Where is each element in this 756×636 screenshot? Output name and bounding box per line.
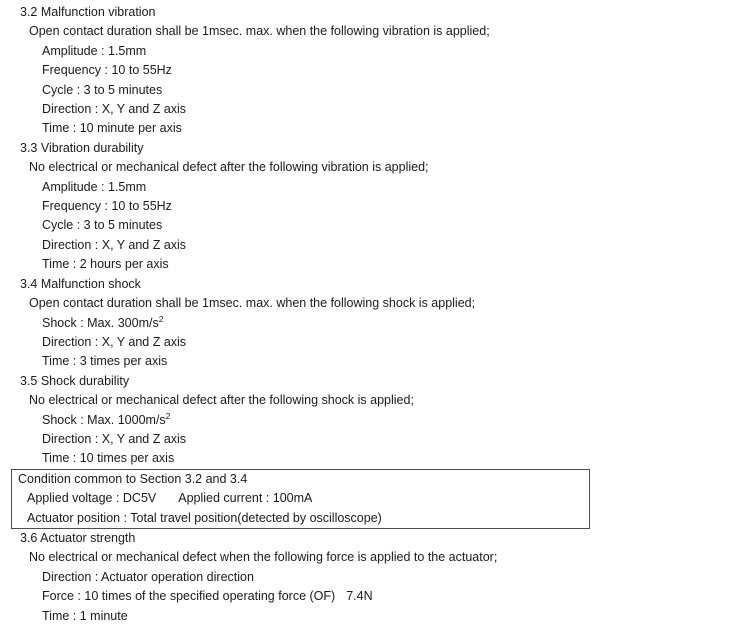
section-title-3-2: 3.2 Malfunction vibration [20,5,156,19]
section-intro-3-3: No electrical or mechanical defect after the following vibration is applied; [29,160,429,175]
detail-amplitude: Amplitude : 1.5mm [42,179,147,194]
note-box-title: Condition common to Section 3.2 and 3.4 [18,471,248,486]
detail-direction: Direction : X, Y and Z axis [42,102,187,117]
detail-time: Time : 2 hours per axis [42,257,169,272]
detail-shock-text: Shock : Max. 1000m/s [42,412,166,427]
section-title-3-6: 3.6 Actuator strength [20,530,136,545]
superscript-2: 2 [165,410,171,421]
note-applied-voltage: Applied voltage : DC5V [27,491,157,506]
section-intro-3-4: Open contact duration shall be 1msec. max. when the following shock is applied; [29,296,476,311]
detail-force-text: Force : 10 times of the specified operating force (OF) [42,589,336,604]
detail-time: Time : 10 minute per axis [42,121,182,136]
detail-direction: Direction : X, Y and Z axis [42,431,187,446]
section-intro-3-6: No electrical or mechanical defect when the following force is applied to the actuator; [29,550,498,565]
section-intro-3-2: Open contact duration shall be 1msec. max. when the following vibration is applied; [29,24,490,39]
superscript-2: 2 [158,313,164,324]
section-title-3-4: 3.4 Malfunction shock [20,276,141,291]
detail-time: Time : 3 times per axis [42,354,168,369]
detail-force-value: 7.4N [346,589,373,604]
detail-time: Time : 10 times per axis [42,451,175,466]
detail-force [0,587,756,606]
detail-direction: Direction : Actuator operation direction [42,569,254,584]
detail-time: Time : 1 minute [42,608,128,623]
condition-note-box [11,469,590,529]
section-title-3-5: 3.5 Shock durability [20,373,130,388]
detail-shock [0,314,756,333]
detail-cycle: Cycle : 3 to 5 minutes [42,82,163,97]
section-title-3-3: 3.3 Vibration durability [20,140,144,155]
detail-frequency: Frequency : 10 to 55Hz [42,63,172,78]
detail-shock-text: Shock : Max. 300m/s [42,315,159,330]
note-box-electrical-line [12,489,589,508]
detail-amplitude: Amplitude : 1.5mm [42,43,147,58]
note-applied-current: Applied current : 100mA [178,491,313,506]
note-actuator-position: Actuator position : Total travel position(detected by oscilloscope) [27,510,382,525]
section-intro-3-5: No electrical or mechanical defect after the following shock is applied; [29,393,414,408]
detail-frequency: Frequency : 10 to 55Hz [42,199,172,214]
detail-direction: Direction : X, Y and Z axis [42,237,187,252]
detail-shock [0,411,756,430]
detail-cycle: Cycle : 3 to 5 minutes [42,218,163,233]
detail-direction: Direction : X, Y and Z axis [42,334,187,349]
